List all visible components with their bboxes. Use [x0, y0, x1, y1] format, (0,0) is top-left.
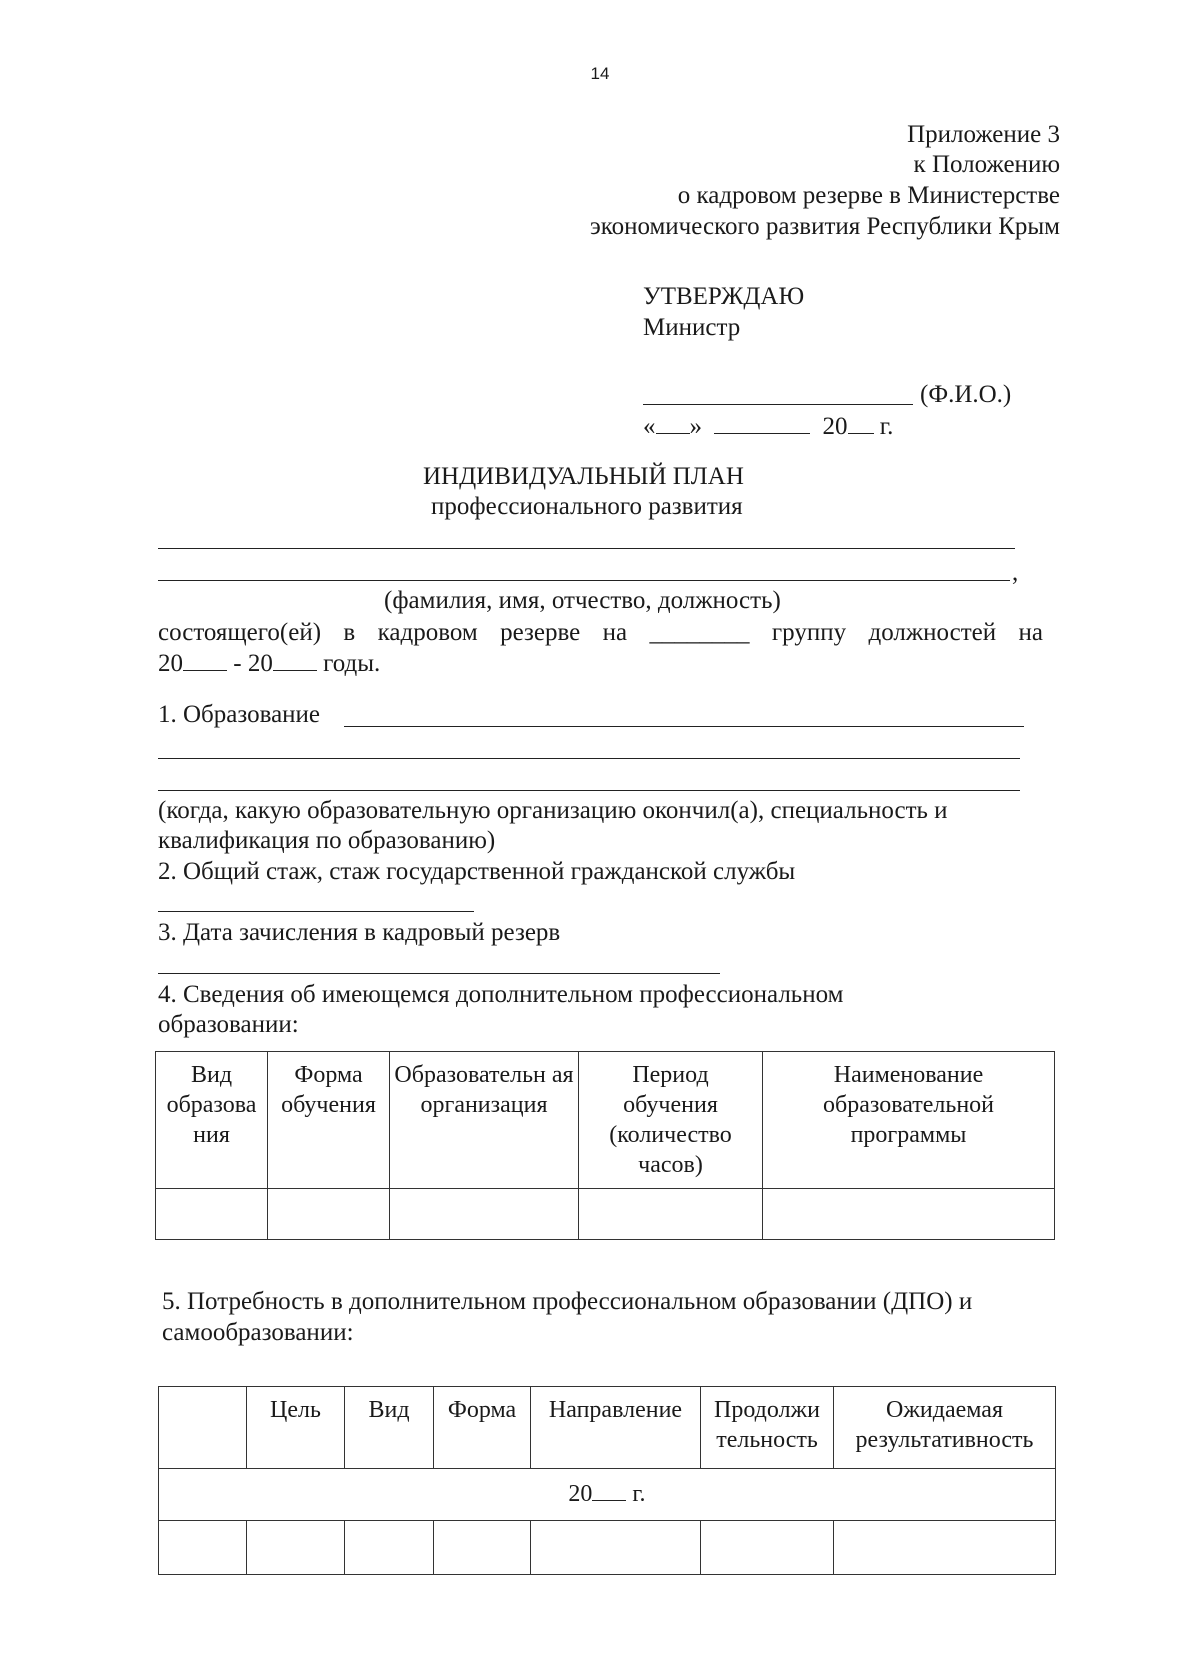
years-start-prefix: 20 — [158, 650, 183, 677]
dpo-need-line-2: самообразовании: — [162, 1319, 354, 1346]
dpo-need-line-1: 5. Потребность в дополнительном профессиональном образовании (ДПО) и — [162, 1288, 973, 1315]
header-education-type: Вид образова ния — [156, 1052, 268, 1189]
header-type: Вид — [345, 1387, 434, 1469]
years-end-blank — [273, 650, 317, 671]
date-year-suffix: г. — [879, 413, 894, 440]
years-dash: - 20 — [233, 650, 273, 677]
table-cell — [763, 1189, 1055, 1240]
table-cell — [531, 1521, 701, 1575]
header-form: Форма — [434, 1387, 531, 1469]
table-cell — [345, 1521, 434, 1575]
education-line-1 — [344, 726, 1024, 727]
person-line-comma: , — [1012, 559, 1019, 586]
person-line-1 — [158, 548, 1015, 549]
approval-date — [643, 412, 893, 442]
education-line-2 — [158, 758, 1020, 759]
table-row — [159, 1521, 1056, 1575]
appendix-line-4: экономического развития Республики Крым — [589, 213, 1060, 240]
dpo-info-line-2: образовании: — [158, 1011, 299, 1038]
table-cell — [268, 1189, 390, 1240]
enrollment-line — [158, 973, 720, 974]
signature-line — [643, 404, 913, 405]
dpo-info-line-1: 4. Сведения об имеющемся дополнительном профессиональном — [158, 981, 844, 1008]
approver-position: Министр — [643, 314, 741, 341]
year-prefix: 20 — [568, 1481, 593, 1507]
reserve-years — [158, 649, 380, 679]
years-start-blank — [183, 650, 227, 671]
education-hint-1: (когда, какую образовательную организацию окончил(а), специальность и — [158, 797, 948, 824]
date-day-blank — [656, 413, 690, 434]
date-year-blank — [848, 413, 874, 434]
table-cell — [834, 1521, 1056, 1575]
header-expected-result: Ожидаемая результативность — [834, 1387, 1056, 1469]
dpo-need-table — [158, 1386, 1056, 1575]
table-cell — [434, 1521, 531, 1575]
dpo-need-header-row — [159, 1387, 1056, 1469]
header-duration: Продолжи тельность — [701, 1387, 834, 1469]
enrollment-label: 3. Дата зачисления в кадровый резерв — [158, 919, 561, 946]
page-number: 14 — [590, 64, 610, 83]
header-study-form: Форма обучения — [268, 1052, 390, 1189]
table-cell — [247, 1521, 345, 1575]
date-open-quote: « — [643, 413, 656, 440]
years-suffix: годы. — [323, 650, 381, 677]
appendix-line-1: Приложение 3 — [907, 121, 1060, 148]
education-hint-2: квалификация по образованию) — [158, 827, 496, 854]
document-subtitle: профессионального развития — [431, 493, 743, 520]
dpo-info-header-row — [156, 1052, 1055, 1189]
header-study-period: Период обучения (количество часов) — [579, 1052, 763, 1189]
header-direction: Направление — [531, 1387, 701, 1469]
table-cell — [579, 1189, 763, 1240]
person-hint: (фамилия, имя, отчество, должность) — [384, 587, 781, 614]
year-blank — [592, 1480, 626, 1501]
header-goal: Цель — [247, 1387, 345, 1469]
header-institution: Образовательн ая организация — [390, 1052, 579, 1189]
date-close-quote: » — [689, 413, 702, 440]
appendix-line-3: о кадровом резерве в Министерстве — [677, 182, 1060, 209]
reserve-line: состоящего(ей) в кадровом резерве на ________ группу должностей на — [158, 619, 1043, 646]
dpo-info-table — [155, 1051, 1055, 1240]
year-row — [159, 1469, 1056, 1521]
appendix-line-2: к Положению — [913, 151, 1060, 178]
header-program-name: Наименование образовательной программы — [763, 1052, 1055, 1189]
year-cell — [159, 1469, 1056, 1521]
table-row — [156, 1189, 1055, 1240]
date-year-prefix: 20 — [822, 413, 848, 440]
table-cell — [159, 1521, 247, 1575]
table-cell — [156, 1189, 268, 1240]
header-blank — [159, 1387, 247, 1469]
table-cell — [701, 1521, 834, 1575]
year-suffix: г. — [632, 1481, 646, 1507]
person-line-2 — [158, 580, 1010, 581]
education-label: 1. Образование — [158, 701, 321, 728]
experience-label: 2. Общий стаж, стаж государственной гражданской службы — [158, 858, 796, 885]
fio-label: (Ф.И.О.) — [920, 381, 1012, 408]
document-title: ИНДИВИДУАЛЬНЫЙ ПЛАН — [423, 463, 744, 490]
table-cell — [390, 1189, 579, 1240]
experience-line — [158, 911, 474, 912]
approve-heading: УТВЕРЖДАЮ — [643, 283, 805, 310]
date-month-blank — [714, 413, 810, 434]
education-line-3 — [158, 790, 1020, 791]
